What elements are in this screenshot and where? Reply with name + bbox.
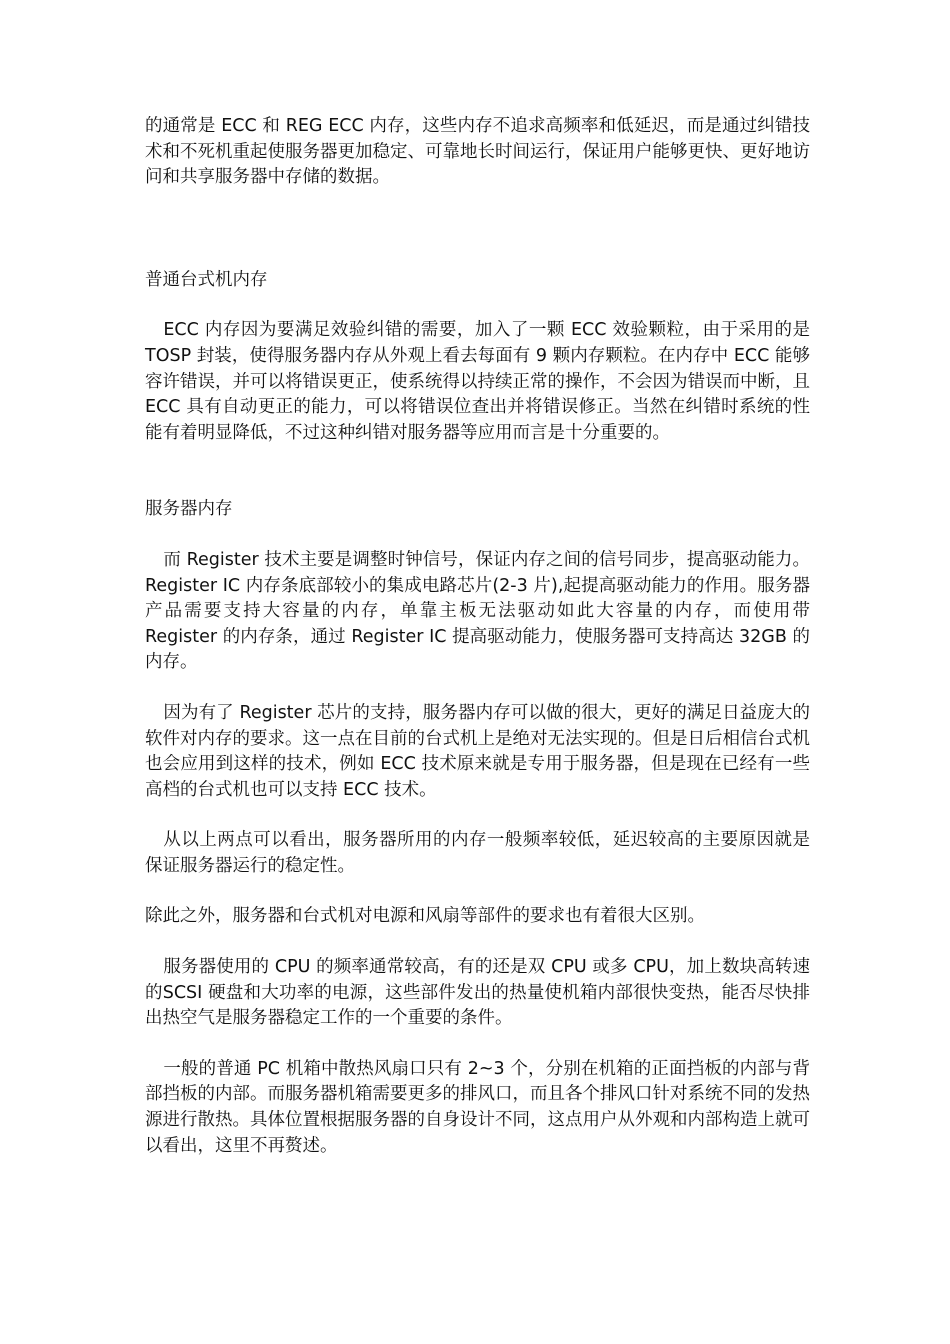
intro-paragraph: 的通常是 ECC 和 REG ECC 内存，这些内存不追求高频率和低延迟，而是通过纠错技术和不死机重起使服务器更加稳定、可靠地长时间运行，保证用户能够更快、更好地访问和共享服务器中存储的数据。: [145, 116, 810, 188]
document-page: [145, 114, 810, 1159]
section-title-desktop-memory: 普通台式机内存: [145, 269, 268, 290]
paragraph-ecc-memory: ECC 内存因为要满足效验纠错的需要，加入了一颗 ECC 效验颗粒，由于采用的是 TOSP 封装，使得服务器内存从外观上看去每面有 9 颗内存颗粒。在内存中 ECC 能够容许错误，并可以将错误更正，使系统得以持续正常的操作，不会因为错误而中断，且 ECC 具有自动更正的能力，可以将错误位查出并将错误修正。当然在纠错时系统的性能有着明显降低，不过这种纠错对服务器等应用而言是十分重要的。: [145, 320, 810, 443]
paragraph-register-chip-support: 因为有了 Register 芯片的支持，服务器内存可以做的很大，更好的满足日益庞大的软件对内存的要求。这一点在目前的台式机上是绝对无法实现的。但是日后相信台式机也会应用到这样的技术，例如 ECC 技术原来就是专用于服务器，但是现在已经有一些高档的台式机也可以支持 ECC 技术。: [145, 702, 810, 800]
paragraph-power-fan-difference: 除此之外，服务器和台式机对电源和风扇等部件的要求也有着很大区别。: [145, 906, 705, 927]
section-title-server-memory: 服务器内存: [145, 499, 233, 520]
paragraph-cpu-heat: 服务器使用的 CPU 的频率通常较高，有的还是双 CPU 或多 CPU，加上数块高转速的SCSI 硬盘和大功率的电源，这些部件发出的热量使机箱内部很快变热，能否尽快排出热空气是服务器稳定工作的一个重要的条件。: [145, 957, 810, 1029]
paragraph-fan-vents: 一般的普通 PC 机箱中散热风扇口只有 2~3 个，分别在机箱的正面挡板的内部与背部挡板的内部。而服务器机箱需要更多的排风口，而且各个排风口针对系统不同的发热源进行散热。具体位置根据服务器的自身设计不同，这点用户从外观和内部构造上就可以看出，这里不再赘述。: [145, 1058, 810, 1156]
paragraph-register-tech: 而 Register 技术主要是调整时钟信号，保证内存之间的信号同步，提高驱动能力。Register IC 内存条底部较小的集成电路芯片(2-3 片),起提高驱动能力的作用。服务器产品需要支持大容量的内存，单靠主板无法驱动如此大容量的内存，而使用带 Register 的内存条，通过 Register IC 提高驱动能力，使服务器可支持高达 32GB 的内存。: [145, 549, 810, 673]
paragraph-stability-reason: 从以上两点可以看出，服务器所用的内存一般频率较低，延迟较高的主要原因就是保证服务器运行的稳定性。: [145, 830, 810, 876]
